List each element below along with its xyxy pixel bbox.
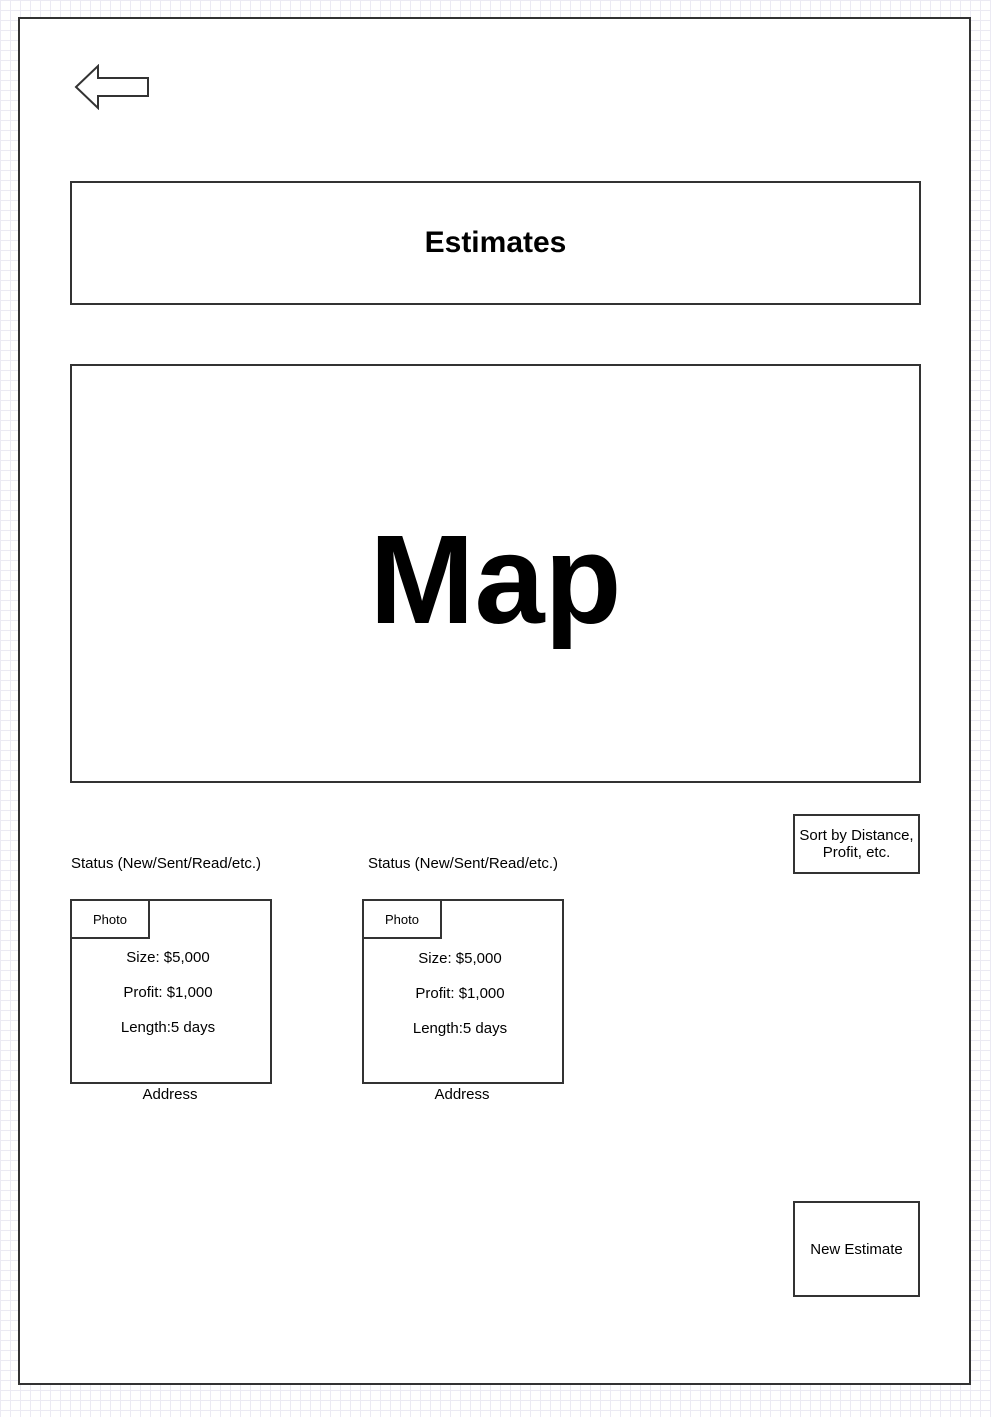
page-header [70, 181, 921, 305]
estimate-address: Address [434, 1086, 490, 1103]
map-view[interactable] [70, 364, 921, 783]
sort-button[interactable] [793, 814, 920, 874]
estimate-length: Length:5 days [120, 1019, 216, 1036]
estimate-size: Size: $5,000 [126, 949, 210, 966]
estimate-length: Length:5 days [412, 1020, 508, 1037]
new-estimate-button[interactable] [793, 1201, 920, 1297]
arrow-left-icon [74, 64, 151, 110]
estimate-status: Status (New/Sent/Read/etc.) [70, 855, 262, 872]
estimate-card[interactable] [70, 899, 272, 1084]
estimate-profit: Profit: $1,000 [123, 984, 213, 1001]
estimate-card[interactable] [362, 899, 564, 1084]
estimate-address: Address [142, 1086, 198, 1103]
estimate-status: Status (New/Sent/Read/etc.) [367, 855, 559, 872]
estimate-size: Size: $5,000 [418, 950, 502, 967]
estimate-profit: Profit: $1,000 [415, 985, 505, 1002]
sort-button-label: Sort by Distance, Profit, etc. [799, 827, 914, 861]
new-estimate-label: New Estimate [810, 1240, 903, 1258]
estimate-photo: Photo [70, 899, 150, 939]
map-label: Map [369, 508, 622, 650]
back-button[interactable] [74, 64, 151, 110]
estimate-photo: Photo [362, 899, 442, 939]
page-title: Estimates [424, 226, 567, 259]
